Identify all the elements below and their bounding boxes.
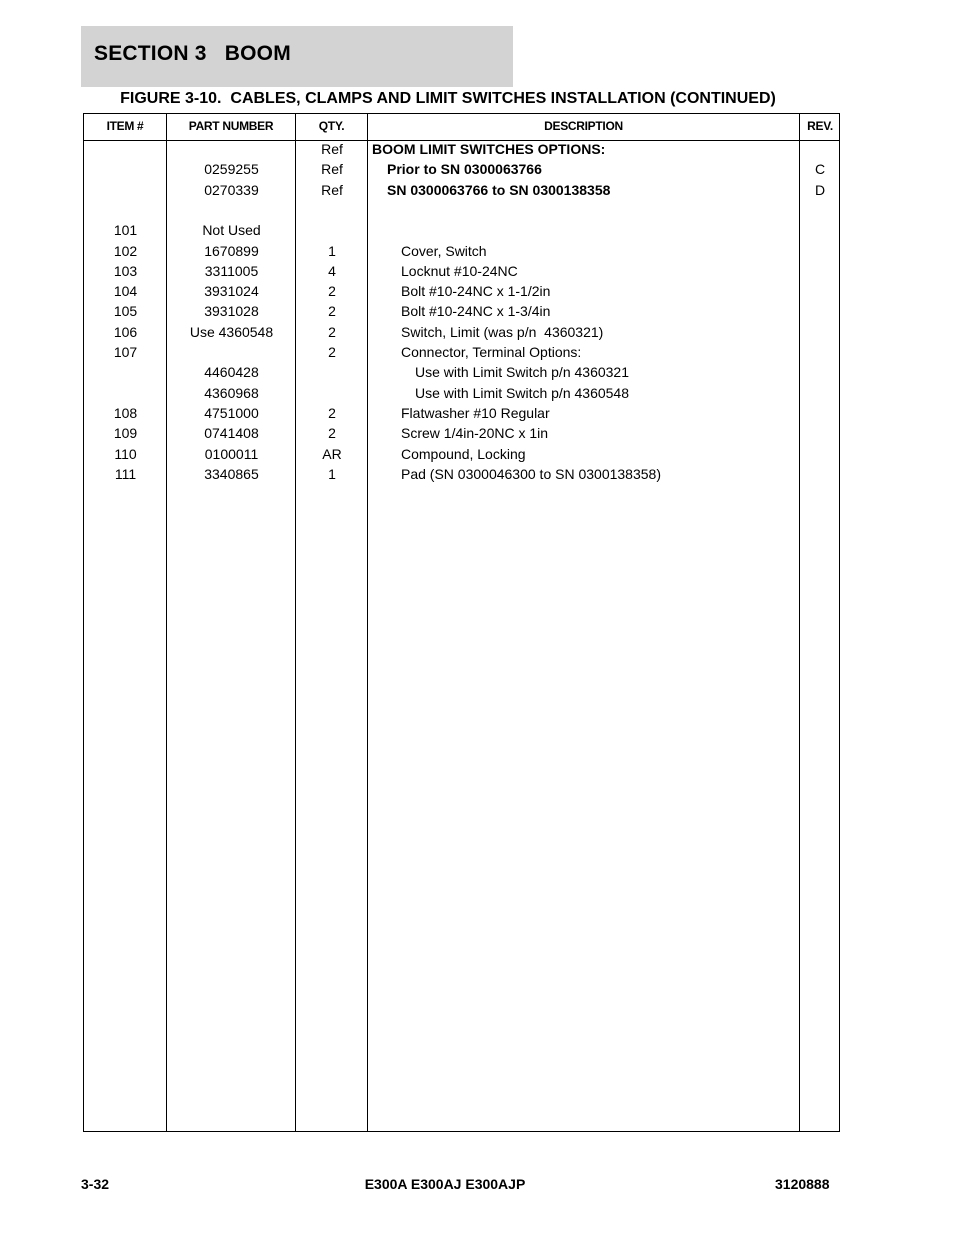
item-number-cell: 109 (113, 425, 138, 442)
table-row (84, 444, 841, 464)
table-row (84, 139, 841, 159)
description-cell: Pad (SN 0300046300 to SN 0300138358) (401, 465, 661, 482)
table-row (84, 301, 841, 321)
quantity-cell: 1 (328, 465, 336, 482)
document-number: 3120888 (775, 1176, 830, 1192)
description-cell: Screw 1/4in-20NC x 1in (401, 425, 549, 442)
parts-table (83, 113, 840, 1132)
item-number-cell: 105 (113, 303, 138, 320)
revision-cell: C (814, 161, 826, 178)
quantity-cell: AR (322, 445, 342, 462)
description-cell: Locknut #10-24NC (401, 262, 518, 279)
table-row (84, 241, 841, 261)
part-number-cell: Not Used (202, 222, 261, 239)
item-number-cell: 110 (114, 445, 137, 462)
table-row (84, 362, 841, 382)
table-row (84, 281, 841, 301)
table-row (84, 464, 841, 484)
description-cell: SN 0300063766 to SN 0300138358 (387, 181, 611, 198)
model-numbers: E300A E300AJ E300AJP (364, 1176, 526, 1192)
figure-title: FIGURE 3-10. CABLES, CLAMPS AND LIMIT SWITCHES INSTALLATION (CONTINUED) (120, 90, 776, 107)
description-cell: Cover, Switch (401, 242, 487, 259)
quantity-cell: 2 (328, 404, 336, 421)
quantity-cell: 2 (328, 344, 336, 360)
part-number-cell: 3931028 (204, 303, 259, 320)
quantity-cell: 2 (328, 283, 336, 300)
column-header-rev: REV. (807, 119, 833, 133)
part-number-cell: 0741408 (204, 425, 259, 442)
column-header-description: DESCRIPTION (544, 119, 623, 133)
table-row (84, 220, 841, 240)
item-number-cell: 101 (113, 222, 138, 239)
quantity-cell: Ref (321, 141, 343, 157)
description-cell: Flatwasher #10 Regular (401, 404, 550, 421)
description-cell: Connector, Terminal Options: (401, 344, 582, 360)
item-number-cell: 104 (113, 283, 138, 300)
item-number-cell: 111 (114, 465, 137, 482)
table-row (84, 423, 841, 443)
item-number-cell: 103 (113, 262, 138, 279)
quantity-cell: Ref (321, 161, 343, 178)
table-row (84, 322, 841, 342)
part-number-cell: 1670899 (204, 242, 259, 259)
part-number-cell: 4360968 (204, 384, 259, 401)
item-number-cell: 102 (113, 242, 138, 259)
table-row (84, 159, 841, 179)
column-header-item: ITEM # (106, 119, 144, 133)
quantity-cell: 4 (328, 262, 336, 279)
part-number-cell: 4460428 (204, 364, 259, 381)
part-number-cell: 0270339 (204, 181, 259, 198)
quantity-cell: 1 (328, 242, 336, 259)
description-cell: Switch, Limit (was p/n 4360321) (401, 323, 604, 340)
part-number-cell: 4751000 (204, 404, 259, 421)
description-cell: BOOM LIMIT SWITCHES OPTIONS: (372, 141, 606, 157)
description-cell: Prior to SN 0300063766 (387, 161, 542, 178)
table-row (84, 200, 841, 220)
table-row (84, 261, 841, 281)
column-header-part-number: PART NUMBER (188, 119, 274, 133)
part-number-cell: 0259255 (204, 161, 259, 178)
part-number-cell: 3931024 (204, 283, 259, 300)
quantity-cell: 2 (328, 425, 336, 442)
description-cell: Use with Limit Switch p/n 4360548 (415, 384, 629, 401)
part-number-cell: 0100011 (204, 445, 259, 462)
item-number-cell: 106 (113, 323, 138, 340)
table-row (84, 383, 841, 403)
page-number: 3-32 (81, 1176, 110, 1192)
part-number-cell: Use 4360548 (189, 323, 274, 340)
table-row (84, 342, 841, 362)
description-cell: Use with Limit Switch p/n 4360321 (415, 364, 629, 381)
item-number-cell: 108 (113, 404, 138, 421)
description-cell: Bolt #10-24NC x 1-1/2in (401, 283, 551, 300)
description-cell: Bolt #10-24NC x 1-3/4in (401, 303, 551, 320)
description-cell: Compound, Locking (401, 445, 526, 462)
section-header (81, 26, 513, 87)
column-header-qty: QTY. (318, 119, 345, 133)
item-number-cell: 107 (113, 344, 138, 360)
revision-cell: D (814, 181, 826, 198)
quantity-cell: Ref (321, 181, 343, 198)
part-number-cell: 3340865 (204, 465, 259, 482)
table-row (84, 403, 841, 423)
quantity-cell: 2 (328, 323, 336, 340)
section-title: SECTION 3 BOOM (94, 42, 291, 65)
quantity-cell: 2 (328, 303, 336, 320)
part-number-cell: 3311005 (204, 262, 259, 279)
table-row (84, 180, 841, 200)
